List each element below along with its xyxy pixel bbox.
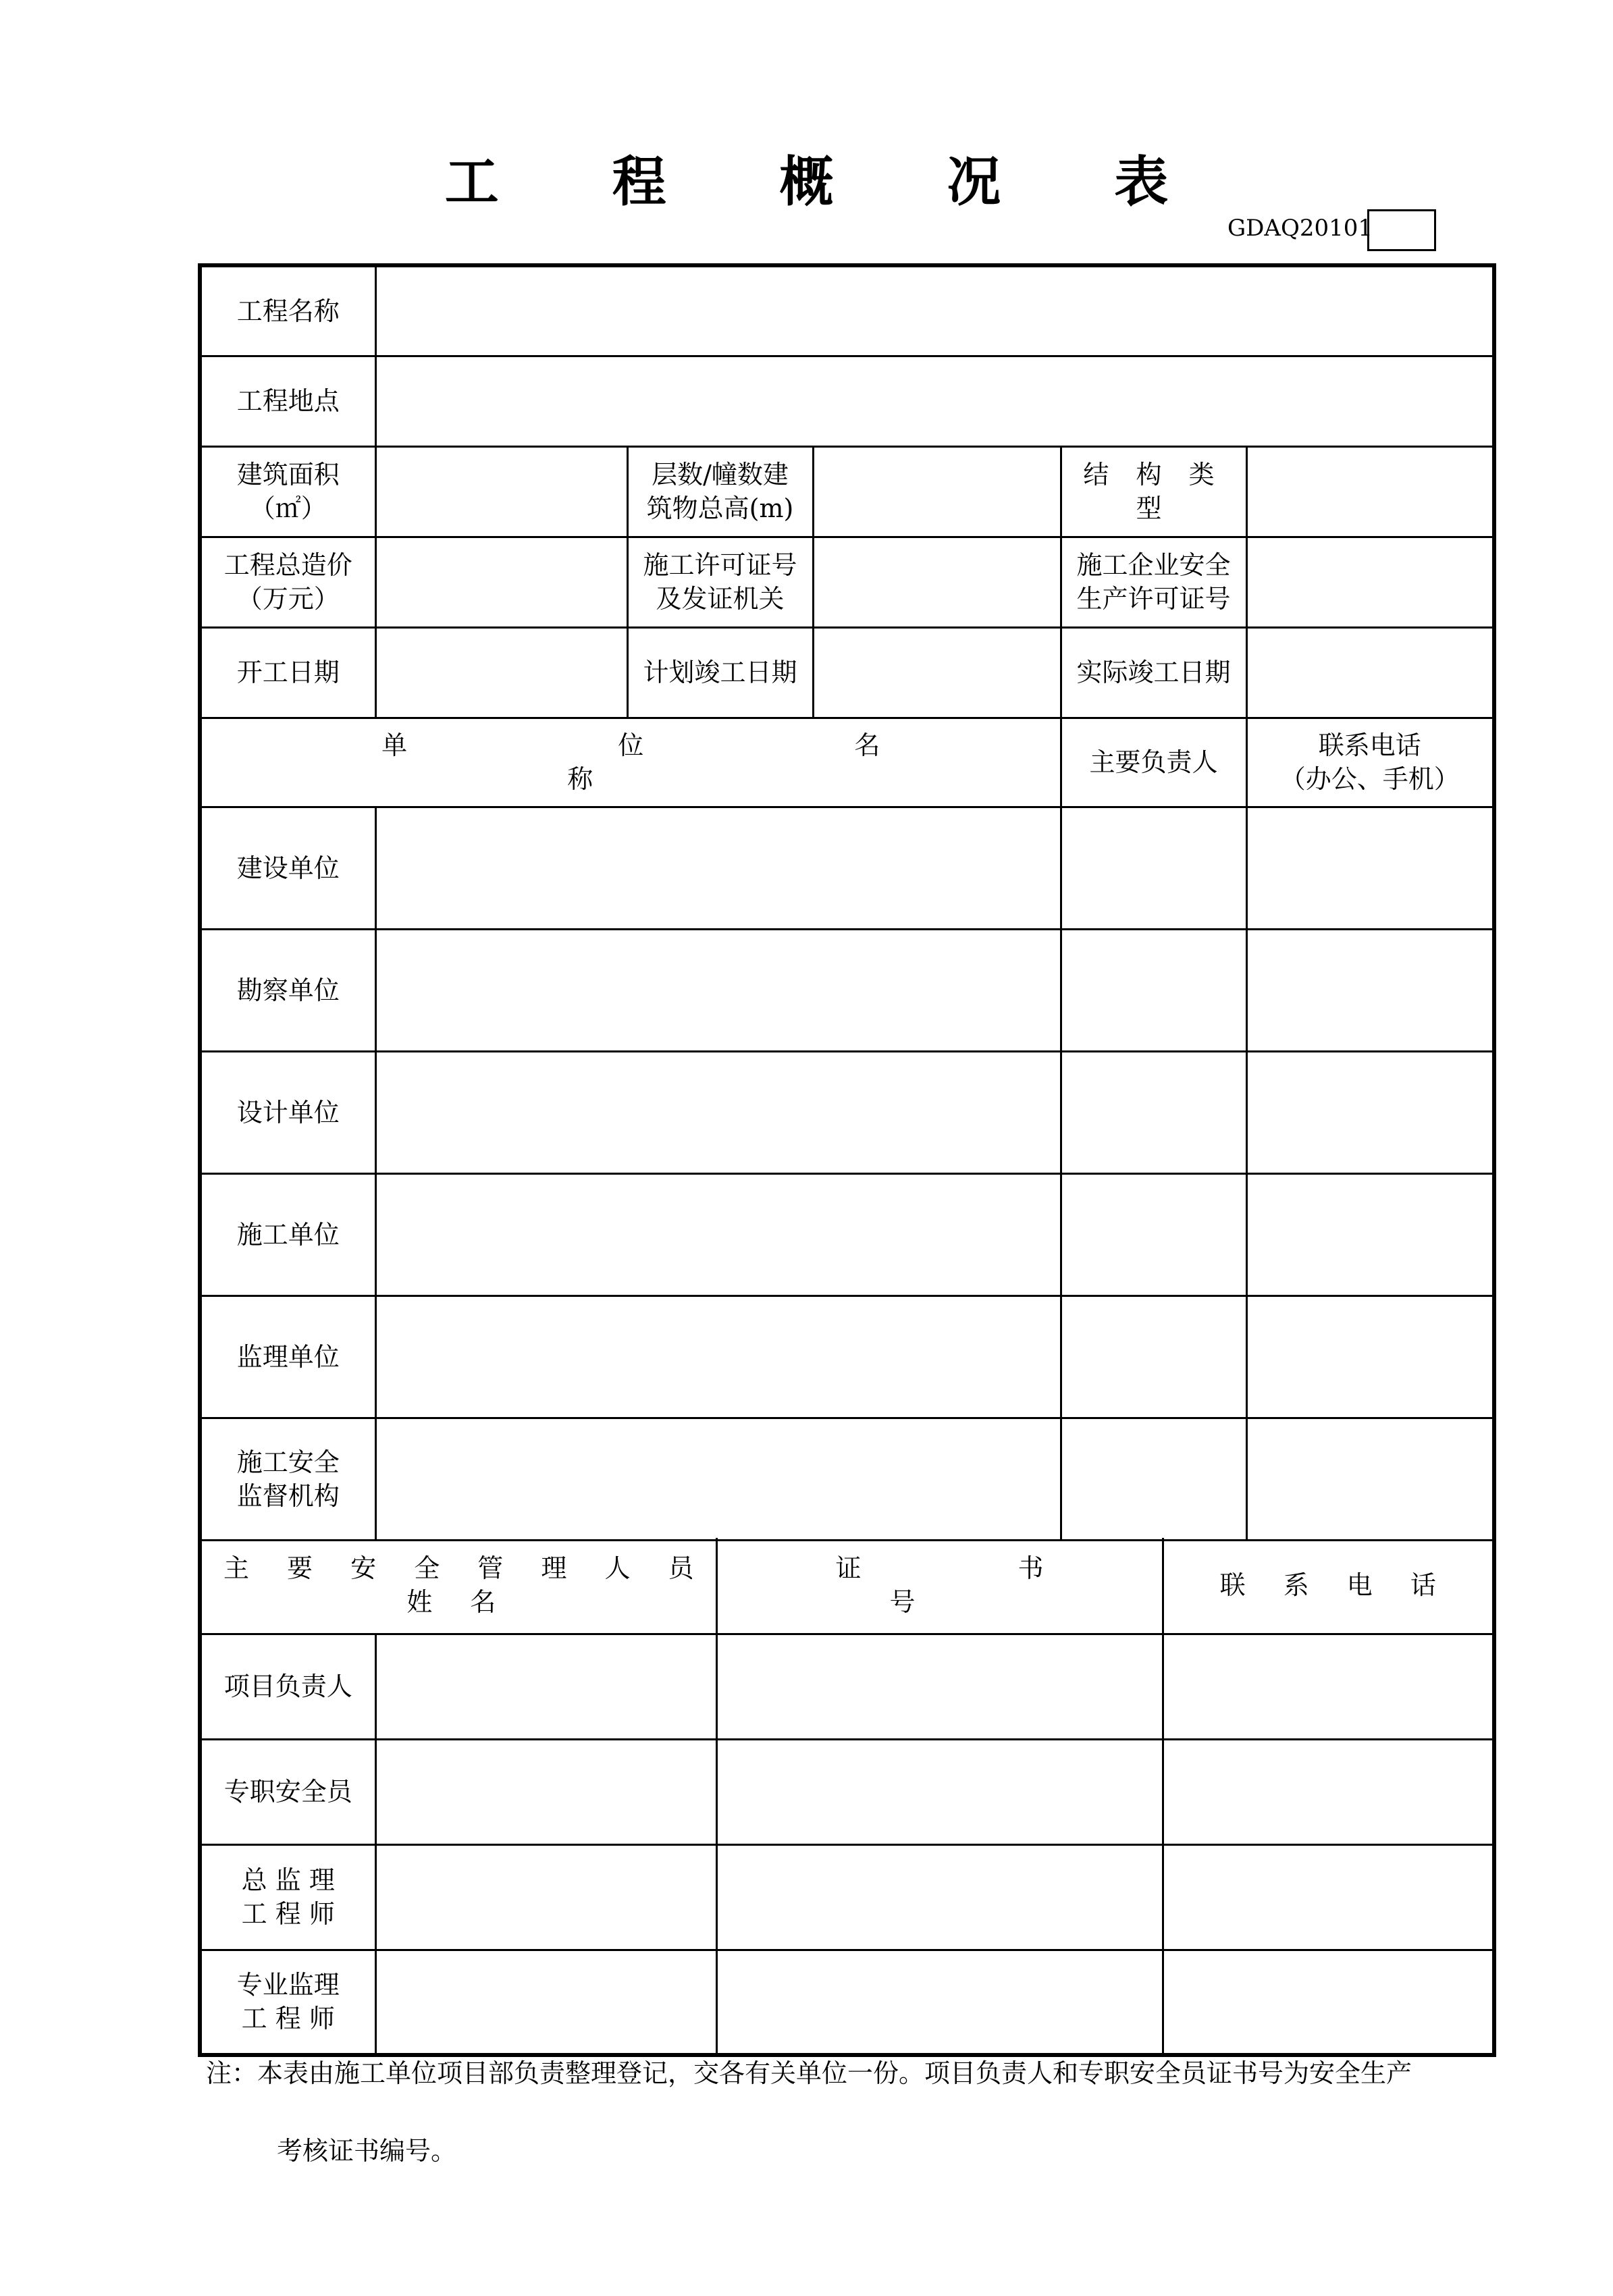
building-area-label-line1: 建筑面积 [236,460,340,489]
personnel-label-line1: 项目负责人 [223,1672,352,1701]
permit-label [627,537,813,627]
units-header-phone-line2: （办公、手机） [1279,764,1460,794]
unit-row [200,1418,1494,1540]
unit-phone-field[interactable] [1246,807,1494,929]
unit-label-line1: 施工单位 [236,1219,340,1250]
personnel-label-line1: 总 监 理 [241,1865,335,1895]
unit-phone-field[interactable] [1246,1296,1494,1418]
permit-label-line1: 施工许可证号 [643,550,797,580]
personnel-header-cert: 证 书 号 [716,1538,1163,1634]
form-code: GDAQ20101 [1227,215,1373,242]
total-cost-label [200,537,375,627]
row-units-header [200,718,1494,807]
personnel-label [200,1950,375,2055]
form-code-suffix-input[interactable] [1367,209,1436,251]
project-location-label: 工程地点 [200,356,375,446]
personnel-label-line2: 工 程 师 [241,1899,335,1929]
actual-completion-label: 实际竣工日期 [1061,627,1246,718]
permit-label-line2: 及发证机关 [656,584,785,614]
personnel-label-line2: 工 程 师 [241,2004,335,2034]
unit-manager-field[interactable] [1061,1173,1246,1296]
unit-label [200,1418,375,1540]
footnote-line1: 注：本表由施工单位项目部负责整理登记，交各有关单位一份。项目负责人和专职安全员证书号为安全生产 [206,2058,1412,2088]
safety-license-field[interactable] [1246,537,1494,627]
planned-completion-label: 计划竣工日期 [627,627,813,718]
safety-personnel-table [198,1538,1496,2057]
unit-label-line1: 勘察单位 [236,975,340,1005]
personnel-name-field[interactable] [375,1950,716,2055]
project-overview-table [198,263,1496,1541]
unit-phone-field[interactable] [1246,1173,1494,1296]
row-cost-permit-license [200,537,1494,627]
personnel-name-field[interactable] [375,1739,716,1844]
unit-row [200,929,1494,1051]
personnel-name-field[interactable] [375,1844,716,1950]
personnel-cert-field[interactable] [716,1950,1163,2055]
unit-phone-field[interactable] [1246,1418,1494,1540]
safety-license-label-line2: 生产许可证号 [1076,584,1231,614]
personnel-phone-field[interactable] [1163,1844,1494,1950]
unit-name-field[interactable] [375,1418,1061,1540]
unit-label-line1: 设计单位 [236,1097,340,1127]
unit-name-field[interactable] [375,1051,1061,1173]
personnel-name-field[interactable] [375,1634,716,1739]
unit-label-line1: 监理单位 [236,1341,340,1372]
unit-name-field[interactable] [375,929,1061,1051]
personnel-label-line1: 专职安全员 [223,1777,352,1807]
personnel-header-name: 主 要 安 全 管 理 人 员 姓 名 [200,1538,716,1634]
row-project-name [200,265,1494,356]
unit-name-field[interactable] [375,1173,1061,1296]
floors-height-label [627,446,813,537]
unit-manager-field[interactable] [1061,1051,1246,1173]
project-name-field[interactable] [375,265,1494,356]
unit-label [200,929,375,1051]
unit-name-field[interactable] [375,807,1061,929]
unit-manager-field[interactable] [1061,1296,1246,1418]
unit-phone-field[interactable] [1246,929,1494,1051]
personnel-row [200,1739,1494,1844]
row-project-location [200,356,1494,446]
unit-label [200,1051,375,1173]
personnel-label-line1: 专业监理 [236,1970,340,2000]
project-name-label: 工程名称 [200,265,375,356]
row-personnel-header [200,1538,1494,1634]
unit-label-line1: 施工安全 [236,1447,340,1477]
personnel-label [200,1634,375,1739]
personnel-label [200,1844,375,1950]
building-area-label-line2: （㎡） [249,493,327,523]
building-area-field[interactable] [375,446,627,537]
row-area-floors-structure [200,446,1494,537]
unit-row [200,807,1494,929]
units-header-name: 单 位 名 称 [200,718,1061,807]
unit-manager-field[interactable] [1061,1418,1246,1540]
floors-label-line1: 层数/幢数建 [652,460,789,489]
unit-row [200,1173,1494,1296]
unit-label-line1: 建设单位 [236,853,340,883]
personnel-phone-field[interactable] [1163,1739,1494,1844]
project-location-field[interactable] [375,356,1494,446]
total-cost-label-line2: （万元） [236,584,340,614]
page-title: 工 程 概 况 表 [444,151,1216,213]
personnel-cert-field[interactable] [716,1634,1163,1739]
structure-type-label: 结 构 类 型 [1061,446,1246,537]
floors-height-field[interactable] [813,446,1061,537]
start-date-label: 开工日期 [200,627,375,718]
unit-row [200,1051,1494,1173]
unit-row [200,1296,1494,1418]
safety-license-label [1061,537,1246,627]
unit-label [200,1296,375,1418]
floors-label-line2: 筑物总高(m) [646,493,794,523]
row-dates [200,627,1494,718]
personnel-label [200,1739,375,1844]
planned-completion-field[interactable] [813,627,1061,718]
building-area-label [200,446,375,537]
start-date-field[interactable] [375,627,627,718]
units-header-phone [1246,718,1494,807]
unit-label [200,807,375,929]
structure-type-field[interactable] [1246,446,1494,537]
unit-name-field[interactable] [375,1296,1061,1418]
unit-manager-field[interactable] [1061,929,1246,1051]
personnel-row [200,1950,1494,2055]
personnel-phone-field[interactable] [1163,1950,1494,2055]
permit-field[interactable] [813,537,1061,627]
personnel-row [200,1844,1494,1950]
personnel-row [200,1634,1494,1739]
actual-completion-field[interactable] [1246,627,1494,718]
units-header-manager: 主要负责人 [1061,718,1246,807]
total-cost-label-line1: 工程总造价 [223,550,352,580]
personnel-header-phone: 联 系 电 话 [1163,1538,1494,1634]
personnel-phone-field[interactable] [1163,1634,1494,1739]
unit-manager-field[interactable] [1061,807,1246,929]
personnel-cert-field[interactable] [716,1739,1163,1844]
unit-phone-field[interactable] [1246,1051,1494,1173]
total-cost-field[interactable] [375,537,627,627]
personnel-cert-field[interactable] [716,1844,1163,1950]
unit-label-line2: 监督机构 [236,1480,340,1511]
units-header-phone-line1: 联系电话 [1318,730,1421,760]
footnote-line2: 考核证书编号。 [277,2136,457,2166]
safety-license-label-line1: 施工企业安全 [1076,550,1231,580]
unit-label [200,1173,375,1296]
